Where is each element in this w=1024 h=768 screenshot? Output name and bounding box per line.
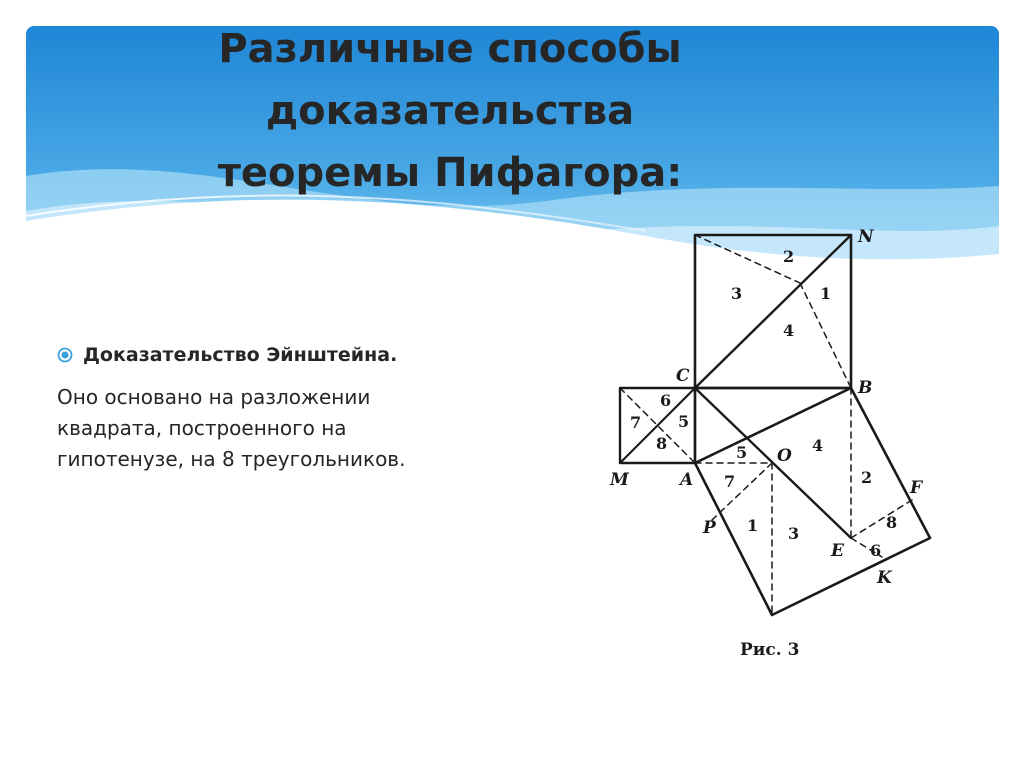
region-num: 7 [630, 413, 642, 432]
body-line-1: Оно основано на разложении [57, 385, 371, 409]
figure-caption: Рис. 3 [740, 640, 800, 660]
region-num: 3 [788, 524, 800, 543]
bullet-heading: Доказательство Эйнштейна. [83, 344, 398, 366]
label-O: O [777, 446, 792, 466]
label-K: K [877, 568, 892, 588]
region-num: 1 [747, 516, 759, 535]
region-num: 2 [783, 247, 795, 266]
label-B: B [858, 378, 873, 398]
body-paragraph [57, 382, 487, 475]
region-num: 3 [731, 284, 743, 303]
region-num: 2 [861, 468, 873, 487]
label-M: M [610, 470, 629, 490]
label-E: E [831, 541, 844, 561]
body-line-2: квадрата, построенного на [57, 416, 347, 440]
label-N: N [858, 227, 874, 247]
region-num: 4 [783, 321, 795, 340]
einstein-proof-figure [600, 215, 960, 670]
target-bullet-icon [57, 347, 73, 363]
label-F: F [910, 478, 923, 498]
region-num: 5 [678, 412, 690, 431]
body-line-3: гипотенузе, на 8 треугольников. [57, 447, 406, 471]
bullet-item [57, 344, 397, 366]
region-num: 5 [736, 443, 748, 462]
region-num: 1 [820, 284, 832, 303]
label-A: A [680, 470, 694, 490]
title-line-1: Различные способы [218, 26, 682, 72]
region-num: 6 [870, 541, 882, 560]
page-title [150, 18, 750, 204]
region-num: 4 [812, 436, 824, 455]
region-num: 7 [724, 472, 736, 491]
title-line-2: доказательства [265, 88, 635, 134]
region-num: 8 [886, 513, 898, 532]
geometry-diagram [600, 215, 960, 670]
label-C: C [676, 366, 690, 386]
title-line-3: теоремы Пифагора: [217, 150, 683, 196]
region-num: 8 [656, 434, 668, 453]
label-P: P [703, 518, 716, 538]
region-num: 6 [660, 391, 672, 410]
